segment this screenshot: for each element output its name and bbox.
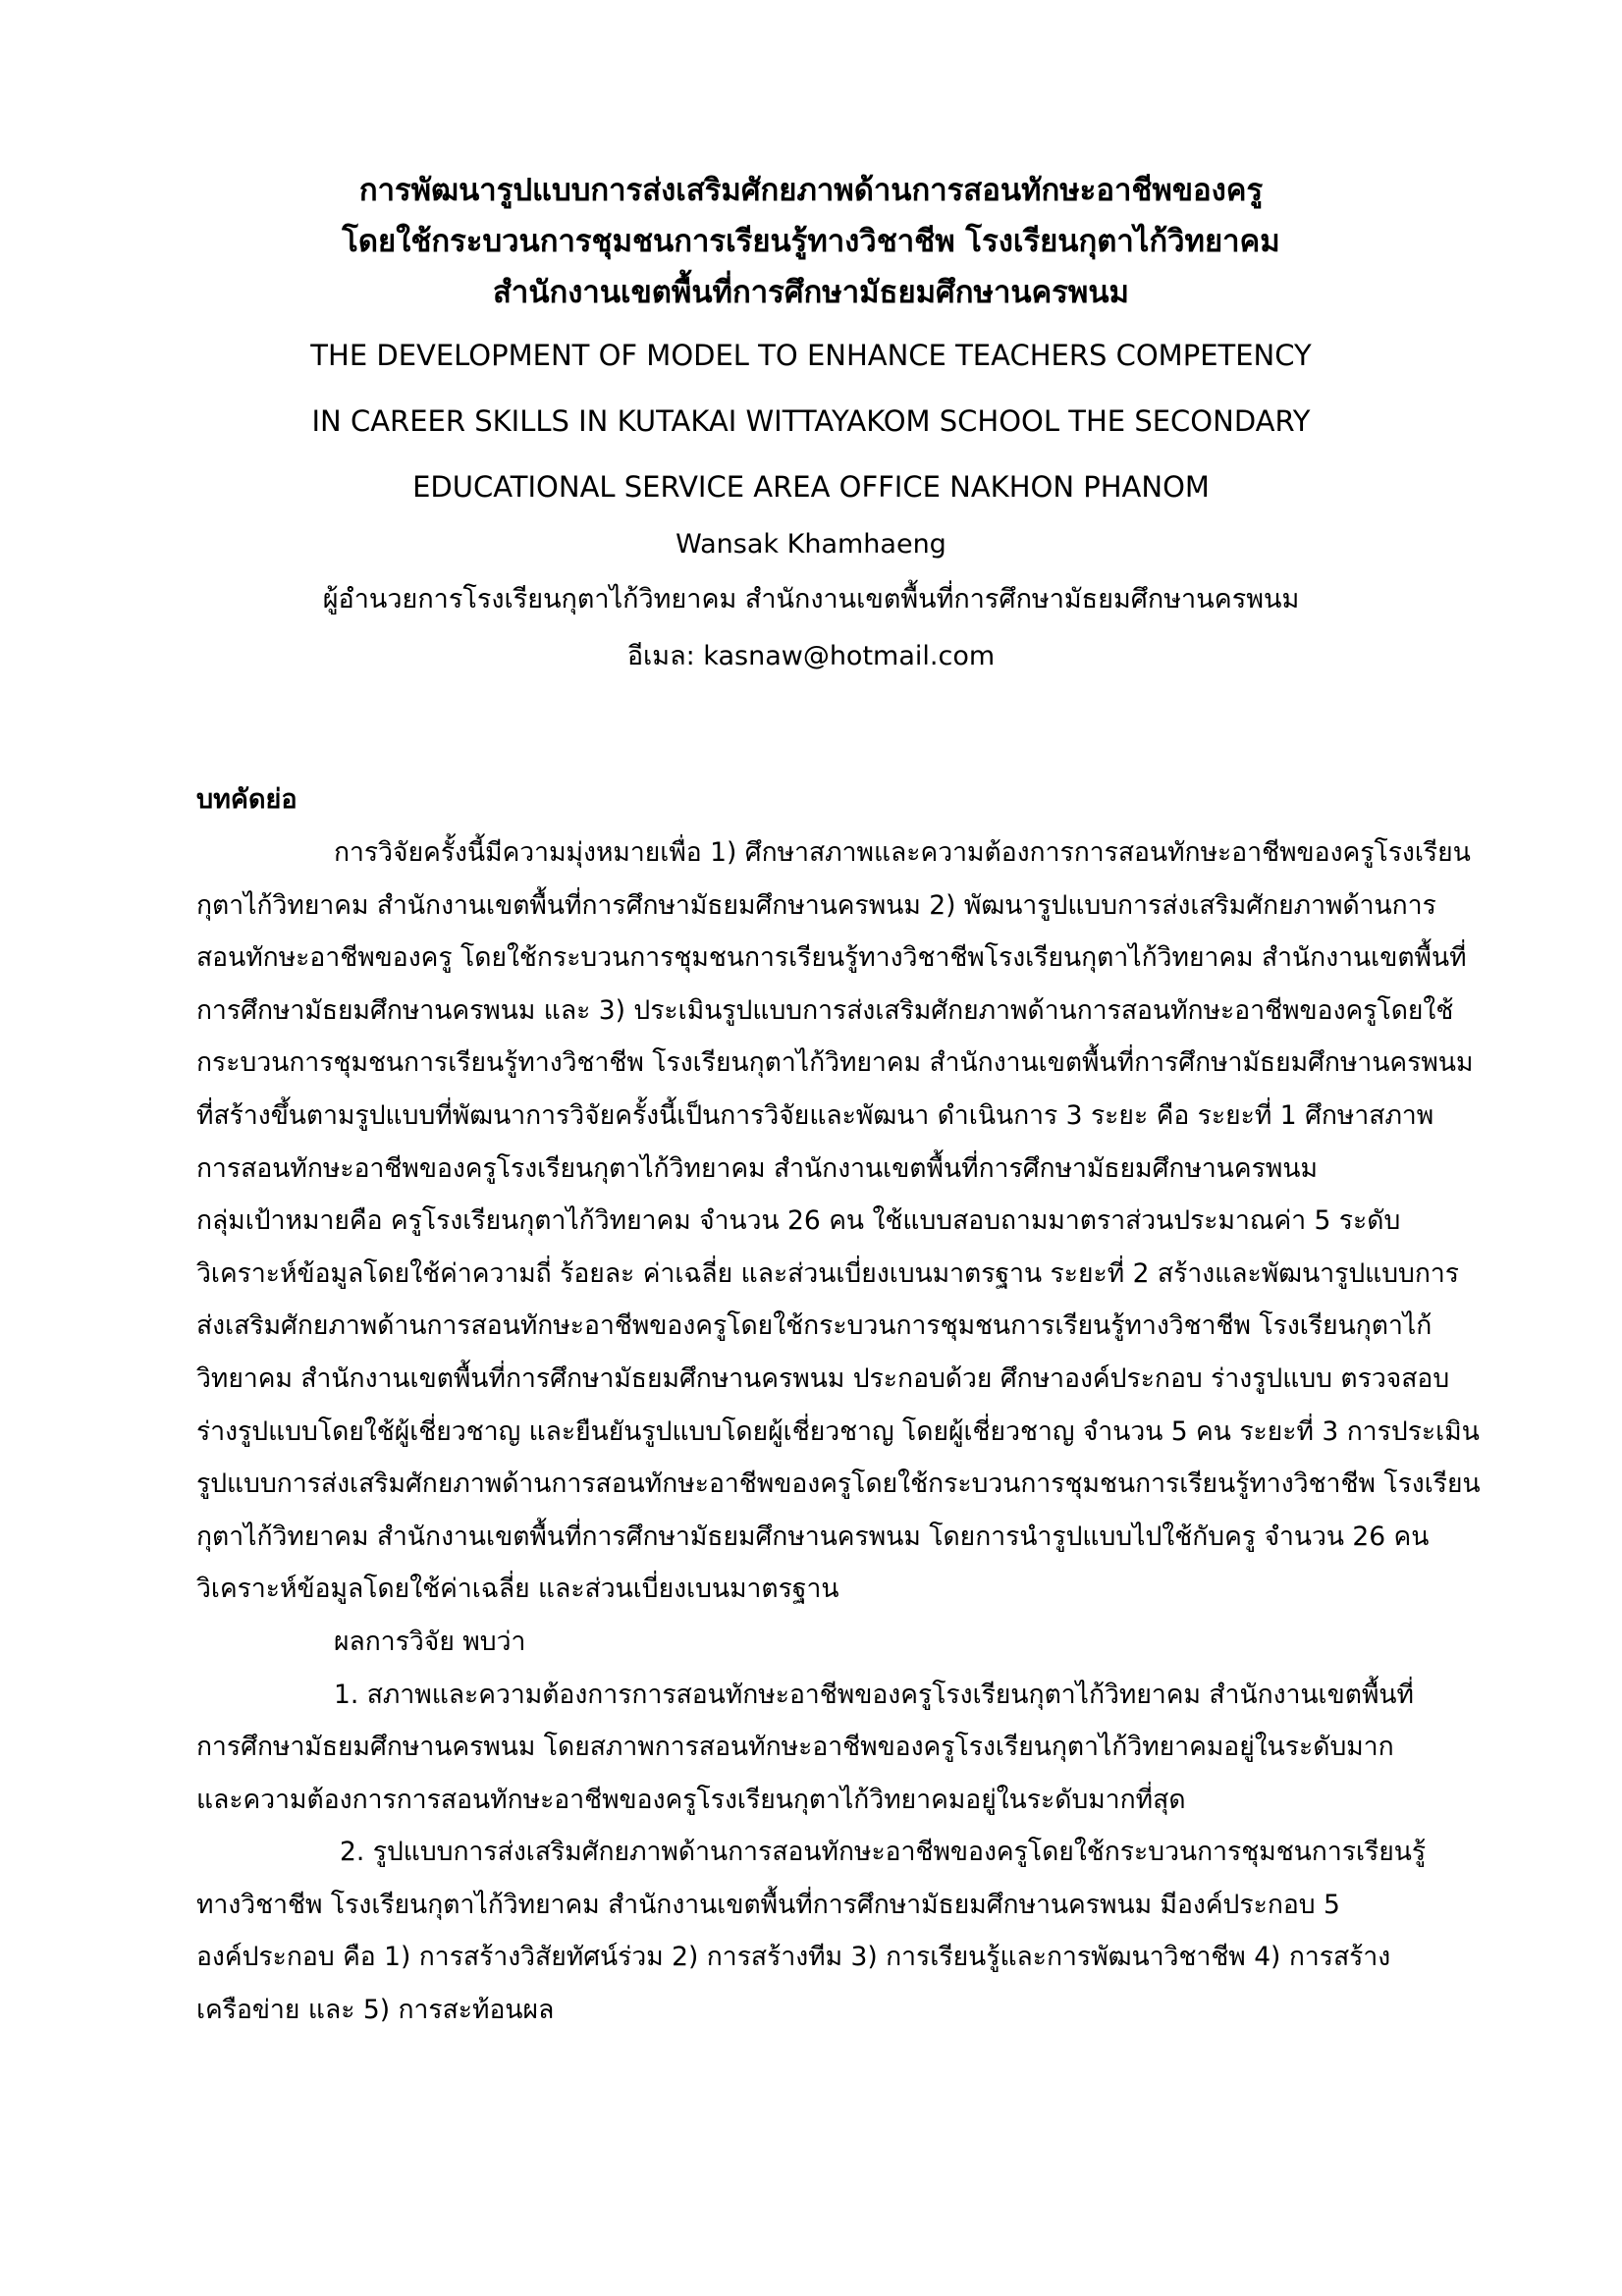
result-1-line: การศึกษามัธยมศึกษานครพนม โดยสภาพการสอนทักษะอาชีพของครูโรงเรียนกุตาไก้วิทยาคมอยู่ในระดับมาก <box>196 1732 1394 1763</box>
author-name: Wansak Khamhaeng <box>676 529 946 560</box>
abstract-line: กระบวนการชุมชนการเรียนรู้ทางวิชาชีพ โรงเรียนกุตาไก้วิทยาคม สำนักงานเขตพื้นที่การศึกษามัธยมศึกษานครพนม <box>196 1047 1474 1079</box>
abstract-line: สอนทักษะอาชีพของครู โดยใช้กระบวนการชุมชนการเรียนรู้ทางวิชาชีพโรงเรียนกุตาไก้วิทยาคม สำนักงานเขตพื้นที่ <box>196 942 1467 974</box>
english-title-line-3: EDUCATIONAL SERVICE AREA OFFICE NAKHON PHANOM <box>412 470 1210 504</box>
result-2-line: ทางวิชาชีพ โรงเรียนกุตาไก้วิทยาคม สำนักงานเขตพื้นที่การศึกษามัธยมศึกษานครพนม มีองค์ประกอบ 5 <box>196 1889 1340 1920</box>
results-heading: ผลการวิจัย พบว่า <box>334 1626 526 1657</box>
abstract-line: ส่งเสริมศักยภาพด้านการสอนทักษะอาชีพของครูโดยใช้กระบวนการชุมชนการเรียนรู้ทางวิชาชีพ โรงเรียนกุตาไก้ <box>196 1310 1433 1342</box>
results-heading-paragraph <box>196 1616 1433 1669</box>
result-1-line: และความต้องการการสอนทักษะอาชีพของครูโรงเรียนกุตาไก้วิทยาคมอยู่ในระดับมากที่สุด <box>196 1784 1186 1815</box>
result-1-line: 1. สภาพและความต้องการการสอนทักษะอาชีพของครูโรงเรียนกุตาไก้วิทยาคม สำนักงานเขตพื้นที่ <box>334 1679 1414 1710</box>
result-2-paragraph <box>196 1826 1433 2036</box>
author-affiliation: ผู้อำนวยการโรงเรียนกุตาไก้วิทยาคม สำนักงานเขตพื้นที่การศึกษามัธยมศึกษานครพนม <box>322 584 1300 614</box>
thai-title-line-1: การพัฒนารูปแบบการส่งเสริมศักยภาพด้านการสอนทักษะอาชีพของครู <box>358 173 1264 208</box>
abstract-line: ที่สร้างขึ้นตามรูปแบบที่พัฒนาการวิจัยครั้งนี้เป็นการวิจัยและพัฒนา ดำเนินการ 3 ระยะ คือ ระยะที่ 1 ศึกษาสภาพ <box>196 1099 1434 1131</box>
author-email: อีเมล: kasnaw@hotmail.com <box>626 641 996 671</box>
result-2-line: องค์ประกอบ คือ 1) การสร้างวิสัยทัศน์ร่วม 2) การสร้างทีม 3) การเรียนรู้และการพัฒนาวิชาชีพ 4) การสร้าง <box>196 1942 1391 1973</box>
abstract-heading: บทคัดย่อ <box>196 784 297 815</box>
english-title-line-2: IN CAREER SKILLS IN KUTAKAI WITTAYAKOM SCHOOL THE SECONDARY <box>311 404 1311 438</box>
abstract-line: วิทยาคม สำนักงานเขตพื้นที่การศึกษามัธยมศึกษานครพนม ประกอบด้วย ศึกษาองค์ประกอบ ร่างรูปแบบ ตรวจสอบ <box>196 1362 1450 1394</box>
result-2-line: เครือข่าย และ 5) การสะท้อนผล <box>196 1995 555 2026</box>
abstract-line: การสอนทักษะอาชีพของครูโรงเรียนกุตาไก้วิทยาคม สำนักงานเขตพื้นที่การศึกษามัธยมศึกษานครพนม <box>196 1152 1318 1184</box>
result-1-paragraph <box>196 1669 1433 1827</box>
abstract-line: กลุ่มเป้าหมายคือ ครูโรงเรียนกุตาไก้วิทยาคม จำนวน 26 คน ใช้แบบสอบถามมาตราส่วนประมาณค่า 5 ระดับ <box>196 1205 1401 1237</box>
abstract-line: กุตาไก้วิทยาคม สำนักงานเขตพื้นที่การศึกษามัธยมศึกษานครพนม 2) พัฒนารูปแบบการส่งเสริมศักยภาพด้านการ <box>196 889 1436 921</box>
thai-title-line-2: โดยใช้กระบวนการชุมชนการเรียนรู้ทางวิชาชีพ โรงเรียนกุตาไก้วิทยาคม <box>342 224 1280 259</box>
abstract-line: วิเคราะห์ข้อมูลโดยใช้ค่าเฉลี่ย และส่วนเบี่ยงเบนมาตรฐาน <box>196 1574 839 1605</box>
abstract-section <box>196 774 1481 2037</box>
abstract-line: การศึกษามัธยมศึกษานครพนม และ 3) ประเมินรูปแบบการส่งเสริมศักยภาพด้านการสอนทักษะอาชีพของครูโดยใช้ <box>196 994 1454 1026</box>
abstract-paragraph <box>196 827 1481 1616</box>
title-block <box>196 165 1426 685</box>
english-title-line-1: THE DEVELOPMENT OF MODEL TO ENHANCE TEACHERS COMPETENCY <box>310 339 1312 372</box>
result-2-line: 2. รูปแบบการส่งเสริมศักยภาพด้านการสอนทักษะอาชีพของครูโดยใช้กระบวนการชุมชนการเรียนรู้ <box>340 1837 1427 1868</box>
abstract-line: ร่างรูปแบบโดยใช้ผู้เชี่ยวชาญ และยืนยันรูปแบบโดยผู้เชี่ยวชาญ โดยผู้เชี่ยวชาญ จำนวน 5 คน ระยะที่ 3 การประเมิน <box>196 1415 1480 1447</box>
abstract-line: วิเคราะห์ข้อมูลโดยใช้ค่าความถี่ ร้อยละ ค่าเฉลี่ย และส่วนเบี่ยงเบนมาตรฐาน ระยะที่ 2 สร้างและพัฒนารูปแบบการ <box>196 1257 1460 1289</box>
abstract-line: การวิจัยครั้งนี้มีความมุ่งหมายเพื่อ 1) ศึกษาสภาพและความต้องการการสอนทักษะอาชีพของครูโรงเรียน <box>334 837 1471 868</box>
abstract-line: กุตาไก้วิทยาคม สำนักงานเขตพื้นที่การศึกษามัธยมศึกษานครพนม โดยการนำรูปแบบไปใช้กับครู จำนวน 26 คน <box>196 1521 1430 1552</box>
abstract-line: รูปแบบการส่งเสริมศักยภาพด้านการสอนทักษะอาชีพของครูโดยใช้กระบวนการชุมชนการเรียนรู้ทางวิชาชีพ โรงเรียน <box>196 1468 1481 1500</box>
thai-title-line-3: สำนักงานเขตพื้นที่การศึกษามัธยมศึกษานครพนม <box>492 275 1129 310</box>
